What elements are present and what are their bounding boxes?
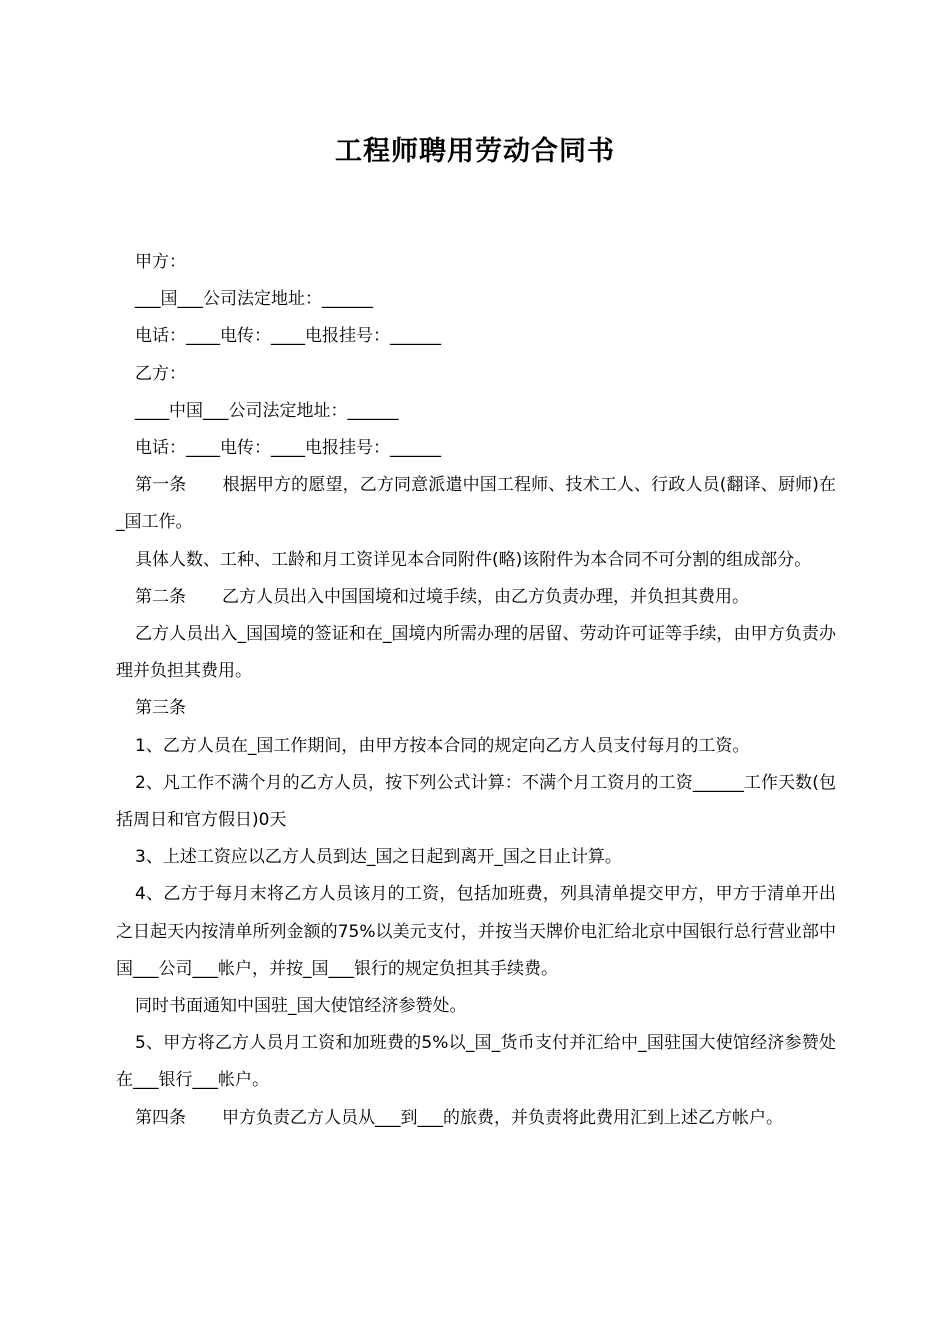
article-3-item-4-note: 同时书面通知中国驻_国大使馆经济参赞处。 — [135, 996, 467, 1017]
article-2 — [116, 579, 836, 616]
article-3-item-2: 2、凡工作不满个月的乙方人员，按下列公式计算：不满个月工资月的工资______工作天数(包括周日和官方假日)0天 — [116, 772, 836, 831]
party-b-contact: 电话：____电传：____电报挂号：______ — [135, 438, 441, 459]
document-body — [116, 244, 836, 1137]
article-1-paragraph-2: 具体人数、工种、工龄和月工资详见本合同附件(略)该附件为本合同不可分割的组成部分。 — [135, 549, 812, 570]
article-1-heading: 第一条 — [135, 475, 187, 496]
article-2-heading: 第二条 — [135, 586, 186, 607]
article-1-text: 根据甲方的愿望，乙方同意派遣中国工程师、技术工人、行政人员(翻译、厨师)在_国工作。 — [116, 475, 837, 533]
party-b-label: 乙方： — [135, 363, 186, 384]
article-1 — [116, 467, 836, 541]
party-a-label: 甲方： — [135, 252, 186, 272]
article-4 — [116, 1100, 836, 1137]
article-2-text: 乙方人员出入中国国境和过境手续，由乙方负责办理，并负担其费用。 — [222, 586, 749, 607]
article-3-heading: 第三条 — [135, 698, 186, 719]
article-4-text: 甲方负责乙方人员从___到___的旅费，并负责将此费用汇到上述乙方帐户。 — [222, 1107, 783, 1128]
article-2-paragraph-2: 乙方人员出入_国国境的签证和在_国境内所需办理的居留、劳动许可证等手续，由甲方负责办理并负担其费用。 — [116, 624, 836, 682]
party-a-address: ___国___公司法定地址：______ — [135, 289, 373, 310]
party-a-contact: 电话：____电传：____电报挂号：______ — [135, 326, 441, 347]
article-3-item-3: 3、上述工资应以乙方人员到达_国之日起到离开_国之日止计算。 — [135, 847, 622, 868]
article-3-item-4: 4、乙方于每月末将乙方人员该月的工资，包括加班费，列具清单提交甲方，甲方于清单开出之日起天内按清单所列金额的75%以美元支付，并按当天牌价电汇给北京中国银行总行营业部中国___公司___帐户，并按_国___银行的规定负担其手续费。 — [116, 884, 836, 979]
party-b-address: ____中国___公司法定地址：______ — [135, 400, 399, 421]
article-3-item-1: 1、乙方人员在_国工作期间，由甲方按本合同的规定向乙方人员支付每月的工资。 — [135, 735, 750, 756]
article-4-heading: 第四条 — [135, 1107, 186, 1128]
document-title: 工程师聘用劳动合同书 — [335, 136, 615, 167]
article-3-item-5: 5、甲方将乙方人员月工资和加班费的5%以_国_货币支付并汇给中_国驻国大使馆经济参赞处在___银行___帐户。 — [116, 1033, 836, 1091]
